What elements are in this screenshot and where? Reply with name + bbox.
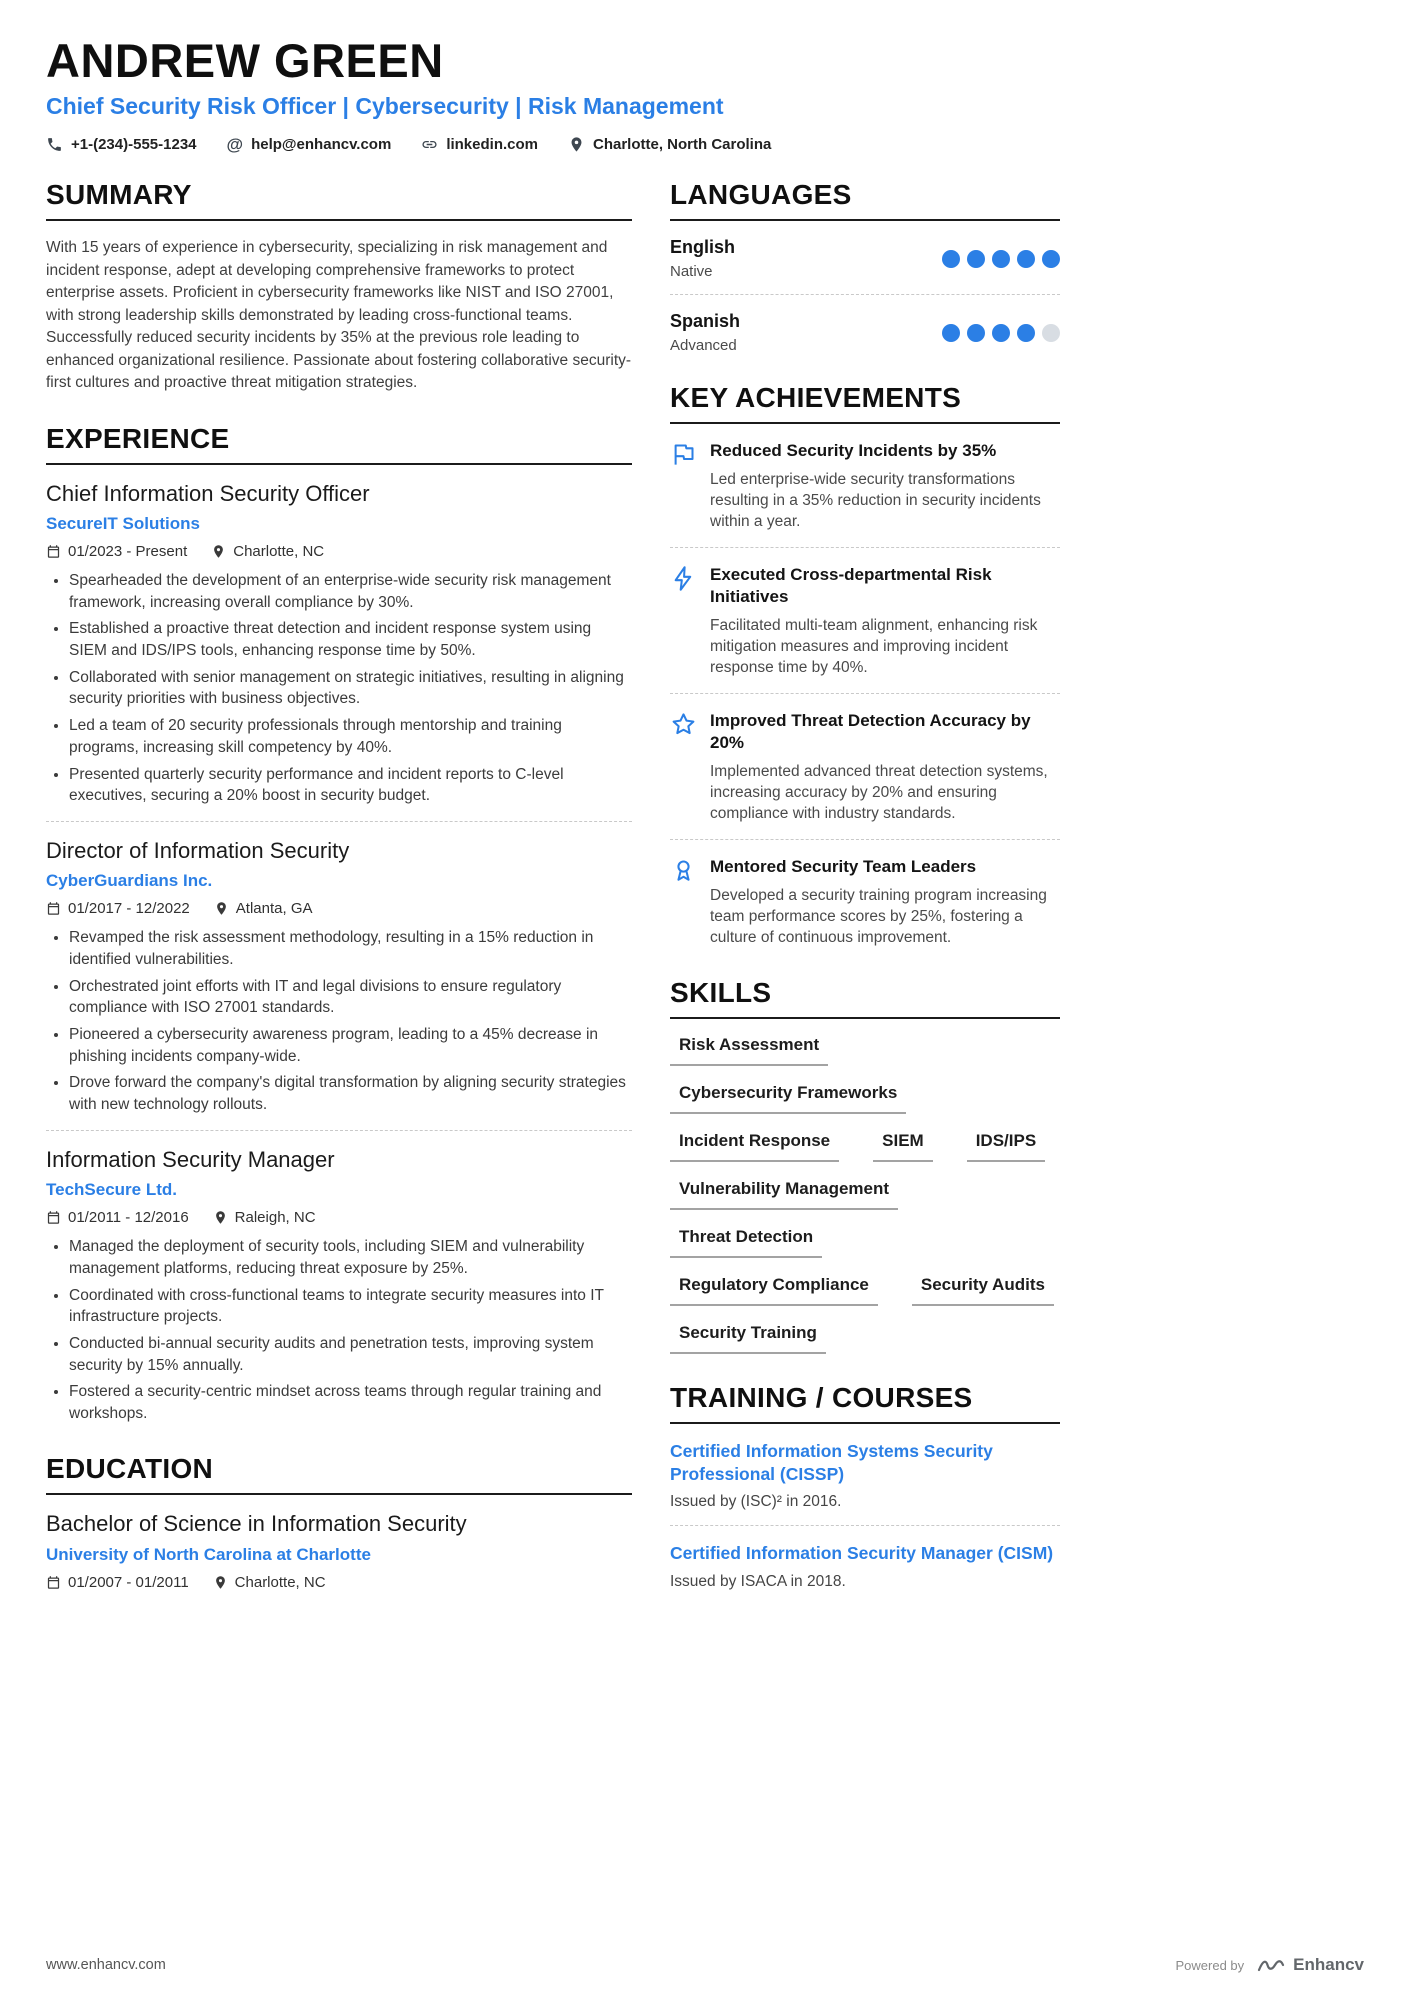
page-footer [46, 1955, 1364, 1975]
star-icon [670, 711, 697, 738]
skill-row [670, 1323, 1060, 1354]
experience-item [46, 481, 632, 807]
skill-item: Cybersecurity Frameworks [670, 1083, 906, 1114]
language-level: Native [670, 263, 713, 281]
skill-item: Risk Assessment [670, 1035, 828, 1066]
education-location [213, 1574, 326, 1591]
training-heading: TRAINING / COURSES [670, 1382, 1060, 1424]
job-title: Information Security Manager [46, 1146, 335, 1172]
achievement-title: Mentored Security Team Leaders [710, 857, 977, 877]
course-title: Certified Information Security Manager (CISM) [670, 1543, 1054, 1564]
job-location [211, 543, 324, 560]
linkedin-text[interactable]: linkedin.com [446, 136, 538, 154]
flag-icon [670, 441, 697, 468]
achievement-title: Reduced Security Incidents by 35% [710, 441, 997, 461]
job-meta [46, 543, 632, 560]
language-name: Spanish [670, 311, 741, 332]
location-text: Charlotte, North Carolina [593, 136, 772, 154]
job-location-text: Charlotte, NC [233, 543, 325, 561]
skill-row [670, 1083, 1060, 1114]
skill-item: Threat Detection [670, 1227, 822, 1258]
job-location [213, 1209, 316, 1226]
education-section [46, 1453, 632, 1591]
dashed-separator [670, 693, 1060, 694]
email-text[interactable]: help@enhancv.com [251, 136, 392, 154]
language-level-dot [942, 250, 960, 268]
job-location-text: Raleigh, NC [234, 1209, 316, 1227]
degree-title: Bachelor of Science in Information Security [46, 1510, 467, 1536]
education-location-text: Charlotte, NC [234, 1573, 326, 1591]
bullet-item: • Fostered a security-centric mindset across teams through regular training and workshops. [69, 1381, 632, 1424]
language-level-dot [942, 324, 960, 342]
experience-item [46, 1147, 632, 1425]
powered-by-label: Powered by [1175, 1957, 1245, 1973]
language-level-dot [967, 324, 985, 342]
achievement-body [710, 710, 1060, 825]
left-column [46, 179, 632, 1619]
language-info [670, 237, 735, 280]
bullet-item: • Led a team of 20 security professionals through mentorship and training programs, increasing skill competency by 40%. [69, 715, 632, 758]
bullet-item: • Spearheaded the development of an enterprise-wide security risk management framework, increasing overall compliance by 30%. [69, 570, 632, 613]
job-bullets [46, 570, 632, 807]
achievement-title: Improved Threat Detection Accuracy by 20% [710, 711, 1031, 753]
bolt-icon [670, 565, 697, 592]
enhancv-brand [1256, 1955, 1364, 1975]
candidate-name: ANDREW GREEN [46, 34, 444, 87]
achievement-item [670, 710, 1060, 825]
job-meta [46, 1209, 632, 1226]
job-bullets [46, 927, 632, 1116]
languages-heading: LANGUAGES [670, 179, 1060, 221]
achievement-body [710, 856, 1060, 949]
skill-row [670, 1179, 1060, 1210]
achievement-body [710, 440, 1060, 533]
company-name: TechSecure Ltd. [46, 1180, 177, 1200]
job-location [214, 900, 313, 917]
skill-item: Security Training [670, 1323, 826, 1354]
location-icon [214, 901, 229, 916]
language-level-dot [967, 250, 985, 268]
dashed-separator [670, 547, 1060, 548]
skill-row [670, 1131, 1060, 1162]
candidate-headline: Chief Security Risk Officer | Cybersecurity | Risk Management [46, 93, 724, 120]
experience-item [46, 838, 632, 1116]
dashed-separator [670, 839, 1060, 840]
language-item [670, 237, 1060, 280]
powered-by [1175, 1955, 1364, 1975]
dashed-separator [670, 294, 1060, 295]
experience-heading: EXPERIENCE [46, 423, 632, 465]
company-name: SecureIT Solutions [46, 514, 200, 534]
job-dates [46, 900, 190, 917]
language-name: English [670, 237, 736, 258]
skill-row [670, 1035, 1060, 1066]
education-heading: EDUCATION [46, 1453, 632, 1495]
achievement-text: Implemented advanced threat detection systems, increasing accuracy by 20% and ensuring compliance with industry standards. [710, 763, 1048, 823]
dashed-separator [46, 821, 632, 822]
job-dates [46, 543, 187, 560]
skill-item: Security Audits [912, 1275, 1054, 1306]
language-level-dot [992, 250, 1010, 268]
dashed-separator [670, 1525, 1060, 1526]
course-title: Certified Information Systems Security Professional (CISSP) [670, 1440, 993, 1484]
language-level-dots [942, 250, 1060, 268]
achievement-item [670, 564, 1060, 679]
language-level-dot [1017, 324, 1035, 342]
skill-row [670, 1227, 1060, 1258]
training-section [670, 1382, 1060, 1591]
experience-section [46, 423, 632, 1425]
enhancv-logo-icon [1256, 1957, 1286, 1973]
achievement-text: Led enterprise-wide security transformations resulting in a 35% reduction in security incidents within a year. [710, 471, 1041, 531]
enhancv-site-link[interactable]: www.enhancv.com [46, 1957, 166, 1973]
job-bullets [46, 1236, 632, 1425]
contact-phone [46, 136, 197, 153]
achievement-title: Executed Cross-departmental Risk Initiatives [710, 565, 992, 607]
course-item [670, 1542, 1060, 1591]
bullet-item: • Presented quarterly security performance and incident reports to C-level executives, securing a 20% boost in security budget. [69, 764, 632, 807]
bullet-item: • Drove forward the company's digital transformation by aligning security strategies with new technology rollouts. [69, 1072, 632, 1115]
achievement-text: Facilitated multi-team alignment, enhancing risk mitigation measures and improving incident response time by 40%. [710, 617, 1038, 677]
enhancv-brand-text: Enhancv [1293, 1955, 1364, 1974]
job-dates-text: 01/2011 - 12/2016 [68, 1209, 189, 1227]
phone-icon [46, 136, 63, 153]
achievement-item [670, 440, 1060, 533]
dashed-separator [46, 1130, 632, 1131]
content-columns [46, 179, 1364, 1619]
education-meta [46, 1574, 632, 1591]
location-icon [211, 544, 226, 559]
achievement-item [670, 856, 1060, 949]
language-level: Advanced [670, 337, 737, 355]
job-title: Director of Information Security [46, 837, 350, 863]
achievement-body [710, 564, 1060, 679]
calendar-icon [46, 544, 61, 559]
job-dates-text: 01/2017 - 12/2022 [68, 900, 190, 918]
course-issuer: Issued by ISACA in 2018. [670, 1573, 846, 1591]
skill-item: Incident Response [670, 1131, 839, 1162]
bullet-item: • Orchestrated joint efforts with IT and legal divisions to ensure regulatory compliance with ISO 27001 standards. [69, 976, 632, 1019]
skill-row [670, 1275, 1060, 1306]
location-icon [568, 136, 585, 153]
skill-item: SIEM [873, 1131, 933, 1162]
resume-header [46, 36, 1364, 153]
language-level-dot [1017, 250, 1035, 268]
link-icon [421, 136, 438, 153]
language-level-dot [1042, 250, 1060, 268]
school-name: University of North Carolina at Charlotte [46, 1544, 371, 1564]
achievement-text: Developed a security training program increasing team performance scores by 25%, fostering a culture of continuous improvement. [710, 887, 1047, 947]
location-icon [213, 1575, 228, 1590]
calendar-icon [46, 901, 61, 916]
contact-email[interactable] [227, 136, 392, 153]
contact-location [568, 136, 771, 153]
achievements-section [670, 382, 1060, 949]
at-icon [227, 136, 244, 153]
contact-linkedin[interactable] [421, 136, 538, 153]
skills-heading: SKILLS [670, 977, 1060, 1019]
bullet-item: • Conducted bi-annual security audits and penetration tests, improving system security by 15% annually. [69, 1333, 632, 1376]
course-item [670, 1440, 1060, 1512]
achievements-heading: KEY ACHIEVEMENTS [670, 382, 1060, 424]
bullet-item: • Revamped the risk assessment methodology, resulting in a 15% reduction in identified vulnerabilities. [69, 927, 632, 970]
bullet-item: • Pioneered a cybersecurity awareness program, leading to a 45% decrease in phishing incidents company-wide. [69, 1024, 632, 1067]
location-icon [213, 1210, 228, 1225]
job-dates-text: 01/2023 - Present [68, 543, 188, 561]
summary-text: With 15 years of experience in cybersecurity, specializing in risk management and incident response, adept at developing comprehensive frameworks to protect enterprise assets. Proficient in cybersecurity frameworks like NIST and ISO 27001, with strong leadership skills demonstrated by leading cross-functional teams. Successfully reduced security incidents by 35% at the previous role leading to enhanced organizational resilience. Passionate about fostering collaborative security-first cultures and proactive threat mitigation strategies. [46, 239, 632, 392]
bullet-item: • Managed the deployment of security tools, including SIEM and vulnerability management platforms, reducing threat exposure by 25%. [69, 1236, 632, 1279]
job-dates [46, 1209, 189, 1226]
summary-heading: SUMMARY [46, 179, 632, 221]
bullet-item: • Coordinated with cross-functional teams to integrate security measures into IT infrastructure projects. [69, 1285, 632, 1328]
skills-section [670, 977, 1060, 1354]
skill-item: Regulatory Compliance [670, 1275, 878, 1306]
job-meta [46, 900, 632, 917]
right-column [670, 179, 1060, 1619]
medal-icon [670, 857, 697, 884]
course-issuer: Issued by (ISC)² in 2016. [670, 1493, 842, 1511]
languages-section [670, 179, 1060, 354]
contact-row [46, 136, 1364, 153]
education-dates [46, 1574, 189, 1591]
calendar-icon [46, 1210, 61, 1225]
company-name: CyberGuardians Inc. [46, 871, 213, 891]
language-level-dot [1042, 324, 1060, 342]
phone-text: +1-(234)-555-1234 [71, 136, 197, 154]
job-title: Chief Information Security Officer [46, 480, 370, 506]
education-dates-text: 01/2007 - 01/2011 [68, 1573, 189, 1591]
skill-item: Vulnerability Management [670, 1179, 898, 1210]
language-level-dot [992, 324, 1010, 342]
language-level-dots [942, 324, 1060, 342]
bullet-item: • Collaborated with senior management on strategic initiatives, resulting in aligning security priorities with business objectives. [69, 667, 632, 710]
calendar-icon [46, 1575, 61, 1590]
skill-item: IDS/IPS [967, 1131, 1045, 1162]
job-location-text: Atlanta, GA [235, 900, 313, 918]
bullet-item: • Established a proactive threat detection and incident response system using SIEM and IDS/IPS tools, enhancing response time by 50%. [69, 618, 632, 661]
summary-section [46, 179, 632, 394]
language-info [670, 311, 740, 354]
language-item [670, 311, 1060, 354]
